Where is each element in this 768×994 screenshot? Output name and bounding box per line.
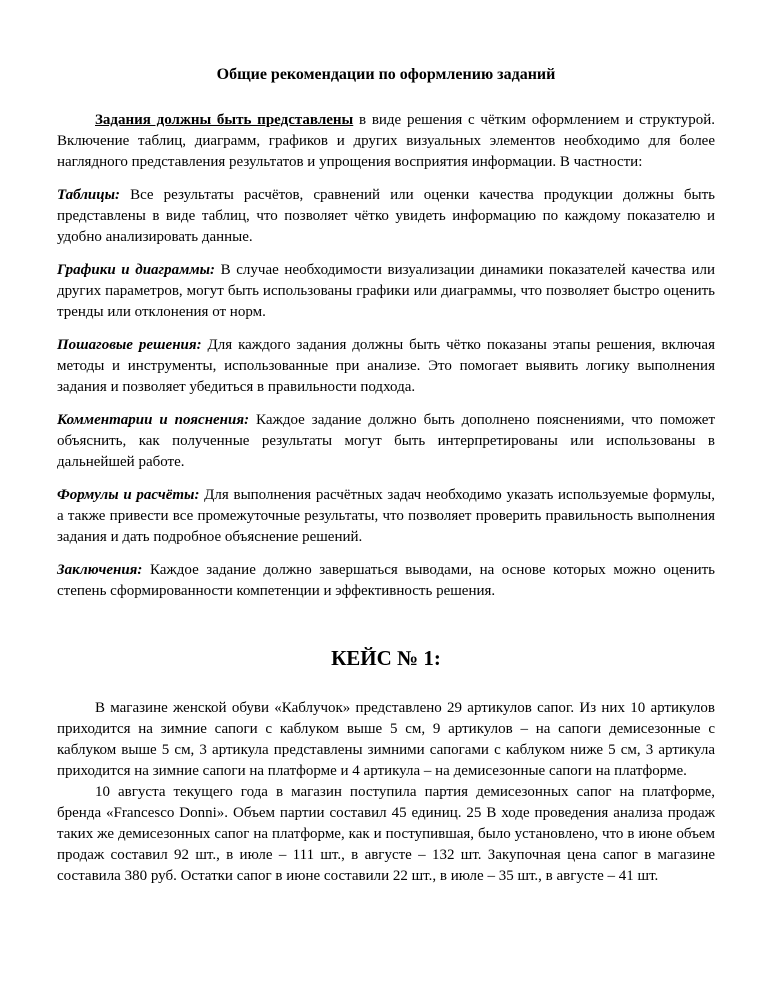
section-text-charts: В случае необходимости визуализации динамики показателей качества или других параметров, могут быть использованы графики или диаграммы, что позволяет быстро оценить тренды или отклонения от норм.	[57, 262, 715, 320]
section-text-tables: Все результаты расчётов, сравнений или оценки качества продукции должны быть представлены в виде таблиц, что позволяет чётко увидеть информацию по каждому показателю и удобно анализировать данные.	[57, 187, 715, 245]
section-text-formulas: Для выполнения расчётных задач необходимо указать используемые формулы, а также привести все промежуточные результаты, что позволяет проверить правильность выполнения задания и дать подробное объяснение решений.	[57, 487, 716, 545]
section-label-comments: Комментарии и пояснения:	[57, 412, 250, 428]
section-label-conclusions: Заключения:	[57, 562, 143, 578]
section-text-step-solutions: Для каждого задания должны быть чётко показаны этапы решения, включая методы и инструменты, использованные при анализе. Это помогает выявить логику выполнения задания и позволяет убедиться в правильности подхода.	[57, 337, 715, 395]
section-paragraph-charts	[57, 260, 715, 323]
section-paragraph-formulas	[57, 485, 715, 548]
document-title: Общие рекомендации по оформлению заданий	[216, 66, 556, 83]
intro-paragraph	[57, 110, 715, 173]
intro-text: в виде решения с чётким оформлением и структурой. Включение таблиц, диаграмм, графиков и других визуальных элементов необходимо для более наглядного представления результатов и упрощения восприятия информации. В частности:	[57, 112, 715, 170]
section-paragraph-tables	[57, 185, 715, 248]
section-text-comments: Каждое задание должно быть дополнено пояснениями, что поможет объяснить, как полученные результаты могут быть интерпретированы или использованы в дальнейшей работе.	[57, 412, 716, 470]
section-paragraph-comments	[57, 410, 715, 473]
section-text-conclusions: Каждое задание должно завершаться выводами, на основе которых можно оценить степень сформированности компетенции и эффективность решения.	[57, 562, 715, 599]
section-paragraph-conclusions	[57, 560, 715, 602]
section-paragraph-step-solutions	[57, 335, 715, 398]
case-heading: КЕЙС № 1:	[331, 646, 441, 670]
case-paragraph-2: 10 августа текущего года в магазин поступила партия демисезонных сапог на платформе, бренда «Francesco Donni». Объем партии составил 45 единиц. 25 В ходе проведения анализа продаж таких же демисезонных сапог на платформе, как и поступившая, было установлено, что в июне объем продаж составил 92 шт., в июле – 111 шт., в августе – 132 шт. Закупочная цена сапог в магазине составила 380 руб. Остатки сапог в июне составили 22 шт., в июле – 35 шт., в августе – 41 шт.	[57, 784, 715, 884]
section-label-tables: Таблицы:	[57, 187, 121, 203]
intro-lead-underlined: Задания должны быть представлены	[95, 112, 354, 128]
section-label-charts: Графики и диаграммы:	[57, 262, 216, 278]
section-label-formulas: Формулы и расчёты:	[57, 487, 200, 503]
case-paragraph-1: В магазине женской обуви «Каблучок» представлено 29 артикулов сапог. Из них 10 артикулов приходится на зимние сапоги с каблуком выше 5 см, 9 артикулов – на сапоги демисезонные с каблуком выше 5 см, 3 артикула представлены зимними сапогами с каблуком ниже 5 см, 3 артикула приходится на зимние сапоги на платформе и 4 артикула – на демисезонные сапоги на платформе.	[57, 700, 715, 779]
section-label-step-solutions: Пошаговые решения:	[57, 337, 202, 353]
